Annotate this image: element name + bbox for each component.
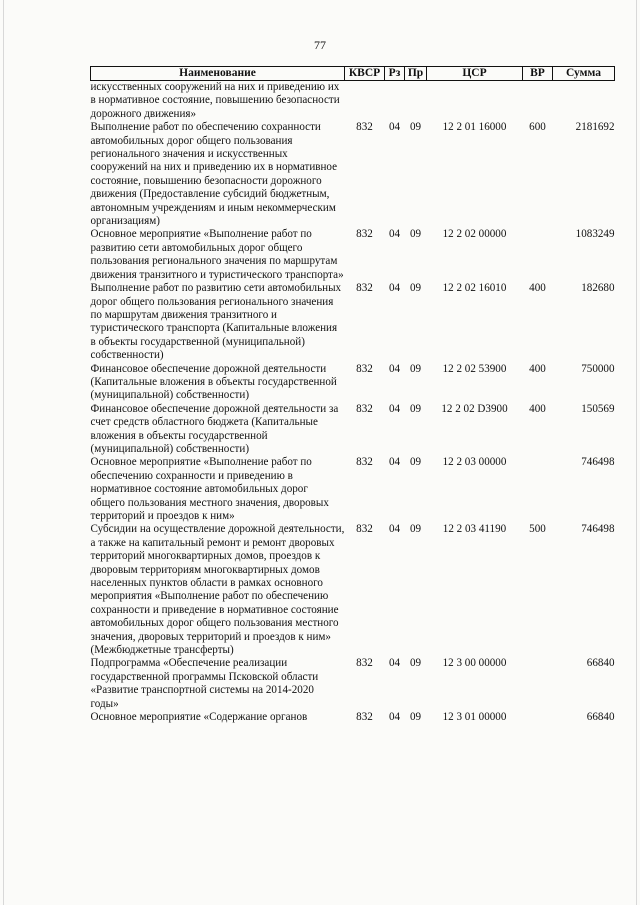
cell-vr [523,456,553,523]
cell-name: Выполнение работ по обеспечению сохранности автомобильных дорог общего пользования регионального значения и искусственных сооружений на них и приведению их в нормативное состояние, повышению безопасности дорожного движения (Предоставление субсидий бюджетным, автономным учреждениям и иным некоммерческим организациям) [90,121,338,228]
cell-rz: 04 [388,711,401,724]
table-row [91,456,615,523]
cell-sum [553,81,615,122]
cell-pr [405,81,427,122]
table-row [91,711,615,724]
cell-name: Финансовое обеспечение дорожной деятельности (Капитальные вложения в объекты государственной (муниципальной) собственности) [90,362,337,402]
cell-pr: 09 [409,711,422,724]
cell-rz: 04 [388,456,401,469]
cell-vr [523,228,553,282]
table-row [91,282,615,362]
header-sum: Сумма [553,67,615,81]
cell-pr: 09 [409,402,422,415]
cell-name: Выполнение работ по развитию сети автомобильных дорог общего пользования регионального значения по маршрутам движения транзитного и туристического транспорта (Капитальные вложения в объекты государственной (муниципальной) собственности) [90,282,342,362]
cell-sum: 2181692 [575,121,615,134]
cell-csr: 12 2 03 41190 [442,523,507,536]
cell-rz: 04 [388,362,401,375]
cell-pr: 09 [409,362,422,375]
cell-csr: 12 2 03 00000 [442,456,507,469]
cell-vr [523,711,553,724]
cell-csr: 12 3 01 00000 [442,711,507,724]
cell-kvsr: 832 [356,228,373,241]
header-name: Наименование [91,67,345,81]
cell-sum: 746498 [581,523,615,536]
scan-edge-left [3,0,4,905]
table-header-row [91,67,615,81]
cell-kvsr [345,81,385,122]
cell-kvsr: 832 [356,121,373,134]
cell-sum: 182680 [581,282,615,295]
header-pr: Пр [405,67,427,81]
cell-name: искусственных сооружений на них и приведению их в нормативное состояние, повышению безопасности дорожного движения» [90,81,340,120]
cell-csr: 12 2 02 53900 [442,362,507,375]
cell-csr: 12 3 00 00000 [442,657,507,670]
cell-vr: 600 [529,121,546,134]
cell-rz [385,81,405,122]
cell-kvsr: 832 [356,402,373,415]
page-number: 77 [314,38,326,52]
table-row [91,523,615,657]
cell-kvsr: 832 [356,657,373,670]
cell-kvsr: 832 [356,523,373,536]
table-row [91,228,615,282]
cell-rz: 04 [388,657,401,670]
cell-csr: 12 2 02 00000 [442,228,507,241]
header-kvsr: КВСР [345,67,385,81]
cell-csr: 12 2 02 D3900 [441,402,508,415]
cell-name: Основное мероприятие «Содержание органов [90,711,308,724]
cell-vr: 400 [529,362,546,375]
budget-table [90,66,615,725]
cell-vr: 400 [529,282,546,295]
cell-name: Основное мероприятие «Выполнение работ по обеспечению сохранности и приведению в нормативное состояние автомобильных дорог общего пользования местного значения, дворовых территорий и проездов к ним» [90,456,329,522]
cell-pr: 09 [409,121,422,134]
cell-vr: 400 [529,402,546,415]
scan-edge-right [636,0,637,905]
cell-rz: 04 [388,402,401,415]
cell-rz: 04 [388,121,401,134]
cell-name: Субсидии на осуществление дорожной деятельности, а также на капитальный ремонт и ремонт дворовых территорий многоквартирных домов, проездов к дворовым территориям многоквартирных домов населенных пунктов области в рамках основного мероприятия «Выполнение работ по обеспечению сохранности и приведение в нормативное состояние автомобильных дорог общего пользования местного значения, дворовых территорий и проездов к ним» (Межбюджетные трансферты) [90,523,345,657]
cell-rz: 04 [388,228,401,241]
cell-vr: 500 [529,523,546,536]
cell-csr: 12 2 01 16000 [442,121,507,134]
header-csr: ЦСР [427,67,523,81]
table-row [91,657,615,711]
table-row [91,403,615,457]
cell-sum: 746498 [581,456,615,469]
cell-csr [427,81,523,122]
cell-pr: 09 [409,282,422,295]
cell-pr: 09 [409,456,422,469]
cell-name: Подпрограмма «Обеспечение реализации государственной программы Псковской области «Развитие транспортной системы на 2014-2020 годы» [90,657,319,710]
table-row [91,121,615,228]
cell-pr: 09 [409,523,422,536]
cell-kvsr: 832 [356,456,373,469]
cell-name: Финансовое обеспечение дорожной деятельности за счет средств областного бюджета (Капитальные вложения в объекты государственной (муниципальной) собственности) [90,402,339,455]
cell-pr: 09 [409,228,422,241]
cell-vr [523,657,553,711]
cell-kvsr: 832 [356,362,373,375]
cell-sum: 750000 [581,362,615,375]
header-vr: ВР [523,67,553,81]
cell-sum: 66840 [586,711,615,724]
cell-sum: 150569 [581,402,615,415]
cell-kvsr: 832 [356,711,373,724]
cell-sum: 1083249 [575,228,615,241]
cell-vr [523,81,553,122]
cell-rz: 04 [388,282,401,295]
cell-rz: 04 [388,523,401,536]
header-rz: Рз [385,67,405,81]
cell-pr: 09 [409,657,422,670]
cell-csr: 12 2 02 16010 [442,282,507,295]
table-row [91,363,615,403]
cell-sum: 66840 [586,657,615,670]
cell-kvsr: 832 [356,282,373,295]
table-row [91,81,615,122]
cell-name: Основное мероприятие «Выполнение работ по развитию сети автомобильных дорог общего пользования регионального значения по маршрутам движения транзитного и туристического транспорта» [90,228,344,281]
